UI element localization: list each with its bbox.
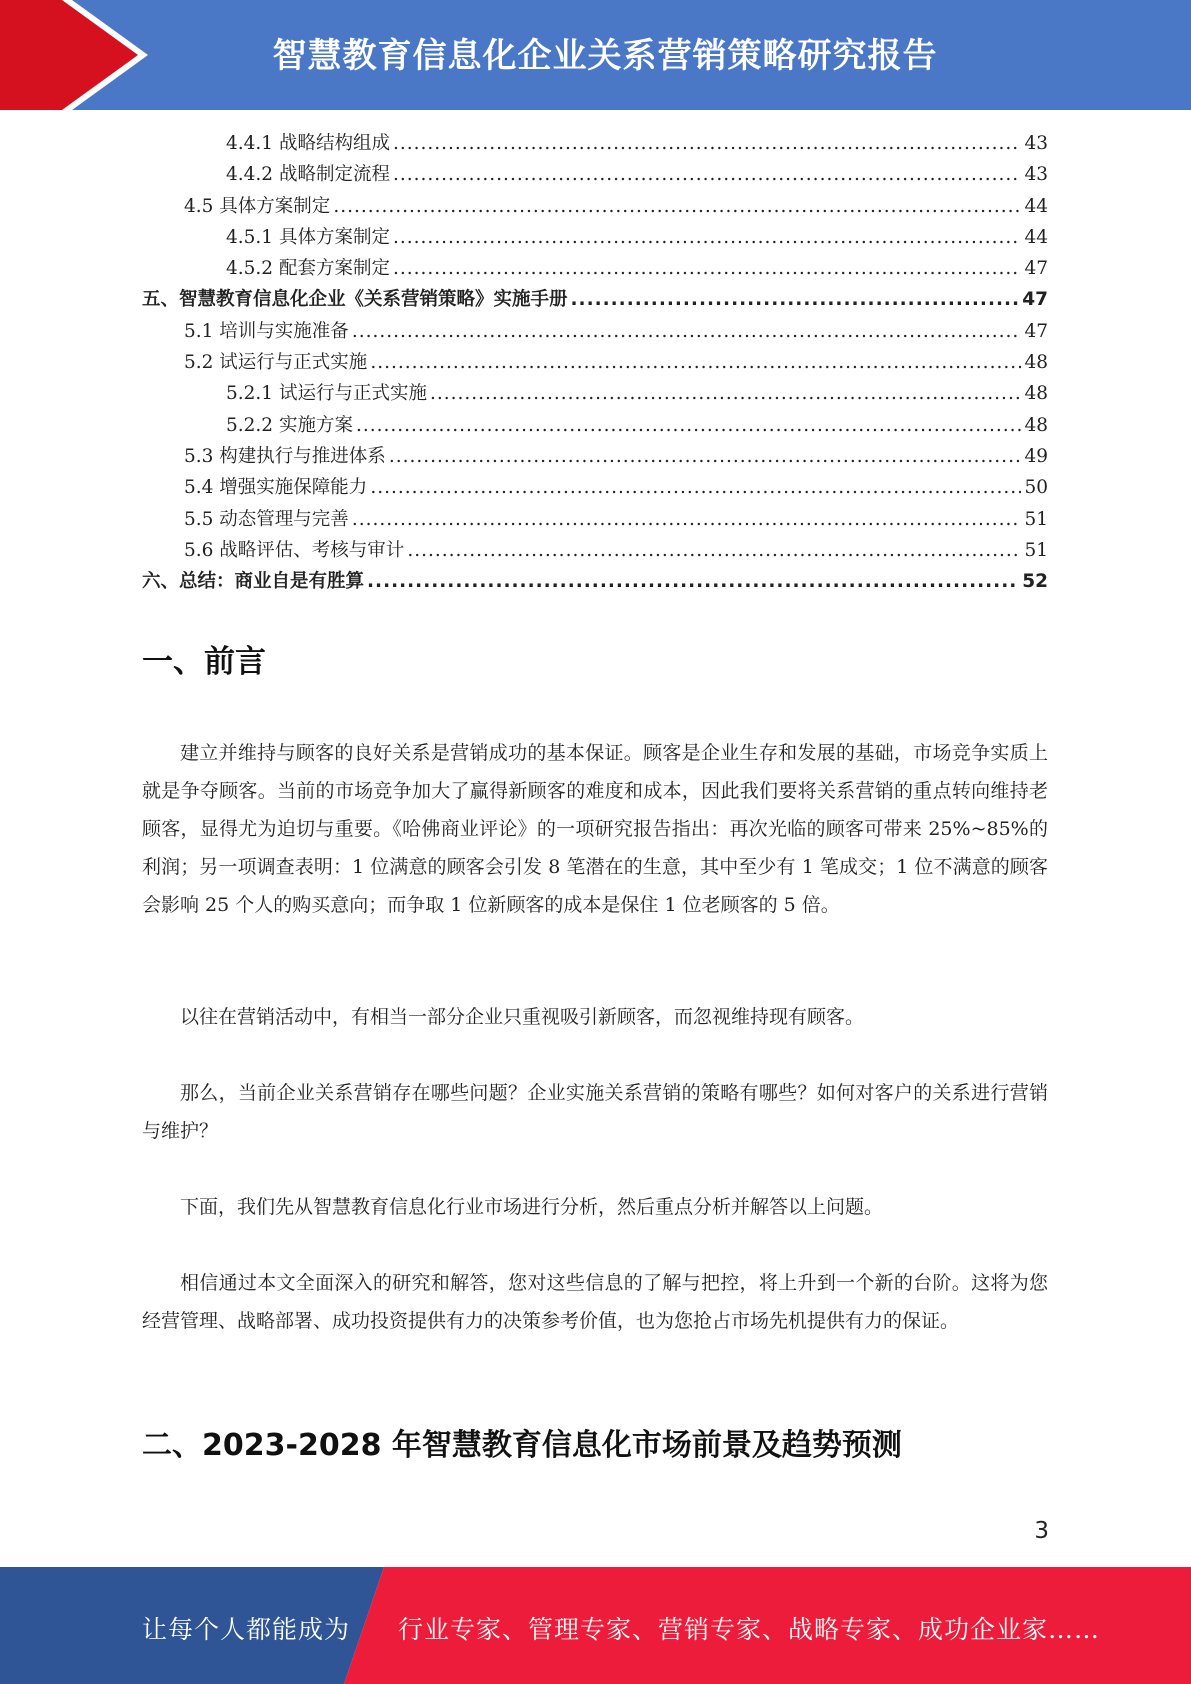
toc-entry-page: 48	[1024, 352, 1048, 374]
toc-leader-dots	[430, 378, 1021, 409]
preface-paragraph-4: 下面，我们先从智慧教育信息化行业市场进行分析，然后重点分析并解答以上问题。	[180, 1196, 884, 1218]
toc-entry-label: 5.1 培训与实施准备	[184, 320, 349, 342]
toc-entry[interactable]	[142, 159, 1048, 190]
toc-entry[interactable]	[142, 253, 1048, 284]
footer-slogan-right: 行业专家、管理专家、营销专家、战略专家、成功企业家……	[398, 1615, 1101, 1644]
preface-paragraph-3: 那么，当前企业关系营销存在哪些问题？企业实施关系营销的策略有哪些？如何对客户的关系进行营销与维护？	[142, 1082, 1048, 1142]
toc-leader-dots	[393, 159, 1021, 190]
toc-entry-label: 5.2 试运行与正式实施	[184, 352, 368, 374]
toc-leader-dots	[367, 566, 1019, 597]
toc-entry-label: 4.5 具体方案制定	[184, 195, 331, 217]
toc-entry-page: 51	[1024, 539, 1048, 561]
header-chevron-decoration	[0, 0, 160, 110]
toc-entry[interactable]	[142, 378, 1048, 409]
toc-leader-dots	[370, 472, 1021, 503]
section-heading-preface: 一、前言	[142, 644, 266, 680]
toc-entry[interactable]	[142, 284, 1048, 315]
section-heading-market-outlook: 二、2023-2028 年智慧教育信息化市场前景及趋势预测	[142, 1428, 902, 1463]
toc-entry-page: 44	[1024, 195, 1048, 217]
footer-slogan-left: 让每个人都能成为	[142, 1615, 351, 1644]
toc-entry-label: 5.2.2 实施方案	[226, 414, 353, 436]
toc-entry-label: 4.5.1 具体方案制定	[226, 226, 390, 248]
toc-entry-label: 5.5 动态管理与完善	[184, 508, 349, 530]
toc-leader-dots	[393, 128, 1021, 159]
toc-leader-dots	[389, 441, 1022, 472]
toc-entry-page: 47	[1022, 289, 1048, 311]
toc-entry[interactable]	[142, 441, 1048, 472]
page-number: 3	[1034, 1518, 1049, 1544]
toc-entry-page: 52	[1022, 571, 1048, 593]
toc-leader-dots	[571, 284, 1020, 315]
toc-entry-page: 43	[1024, 164, 1048, 186]
report-title: 智慧教育信息化企业关系营销策略研究报告	[272, 36, 938, 76]
toc-entry[interactable]	[142, 410, 1048, 441]
toc-entry[interactable]	[142, 347, 1048, 378]
toc-entry[interactable]	[142, 128, 1048, 159]
toc-entry-page: 47	[1024, 258, 1048, 280]
page-header	[0, 0, 1191, 110]
toc-entry[interactable]	[142, 191, 1048, 222]
toc-entry[interactable]	[142, 566, 1048, 597]
toc-entry-page: 48	[1024, 414, 1048, 436]
toc-leader-dots	[393, 253, 1021, 284]
page-footer	[0, 1567, 1191, 1684]
toc-entry-page: 47	[1024, 320, 1048, 342]
toc-leader-dots	[352, 504, 1022, 535]
preface-paragraph-1: 建立并维持与顾客的良好关系是营销成功的基本保证。顾客是企业生存和发展的基础，市场竞争实质上就是争夺顾客。当前的市场竞争加大了赢得新顾客的难度和成本，因此我们要将关系营销的重点转向维持老顾客，显得尤为迫切与重要。《哈佛商业评论》的一项研究报告指出：再次光临的顾客可带来 25%~85%的利润；另一项调查表明：1 位满意的顾客会引发 8 笔潜在的生意，其中至少有 1 笔成交；1 位不满意的顾客会影响 25 个人的购买意向；而争取 1 位新顾客的成本是保住 1 位老顾客的 5 倍。	[142, 742, 1048, 916]
toc-leader-dots	[393, 222, 1021, 253]
toc-leader-dots	[407, 535, 1021, 566]
toc-entry-label: 5.6 战略评估、考核与审计	[184, 539, 405, 561]
toc-entry-page: 48	[1024, 383, 1048, 405]
toc-entry-page: 50	[1024, 477, 1048, 499]
preface-paragraph-5: 相信通过本文全面深入的研究和解答，您对这些信息的了解与把控，将上升到一个新的台阶。这将为您经营管理、战略部署、成功投资提供有力的决策参考价值，也为您抢占市场先机提供有力的保证。	[142, 1272, 1048, 1332]
toc-entry-label: 5.3 构建执行与推进体系	[184, 445, 386, 467]
toc-entry-label: 4.4.1 战略结构组成	[226, 133, 390, 154]
toc-entry-label: 5.2.1 试运行与正式实施	[226, 383, 427, 405]
toc-leader-dots	[370, 347, 1021, 378]
toc-leader-dots	[352, 316, 1022, 347]
toc-entry-page: 51	[1024, 508, 1048, 530]
toc-entry[interactable]	[142, 472, 1048, 503]
toc-entry-label: 六、总结：商业自是有胜算	[142, 571, 365, 593]
toc-entry-label: 五、智慧教育信息化企业《关系营销策略》实施手册	[142, 289, 568, 311]
preface-paragraph-2: 以往在营销活动中，有相当一部分企业只重视吸引新顾客，而忽视维持现有顾客。	[180, 1006, 865, 1028]
toc-entry-label: 4.5.2 配套方案制定	[226, 258, 390, 280]
toc-entry[interactable]	[142, 535, 1048, 566]
toc-entry-page: 44	[1024, 226, 1048, 248]
toc-entry-label: 5.4 增强实施保障能力	[184, 477, 368, 499]
toc-entry[interactable]	[142, 316, 1048, 347]
toc-entry-label: 4.4.2 战略制定流程	[226, 164, 390, 186]
table-of-contents	[142, 128, 1048, 597]
toc-leader-dots	[333, 191, 1021, 222]
toc-entry-page: 43	[1024, 133, 1048, 154]
toc-entry[interactable]	[142, 222, 1048, 253]
toc-entry-page: 49	[1024, 445, 1048, 467]
toc-leader-dots	[356, 410, 1022, 441]
toc-entry[interactable]	[142, 504, 1048, 535]
